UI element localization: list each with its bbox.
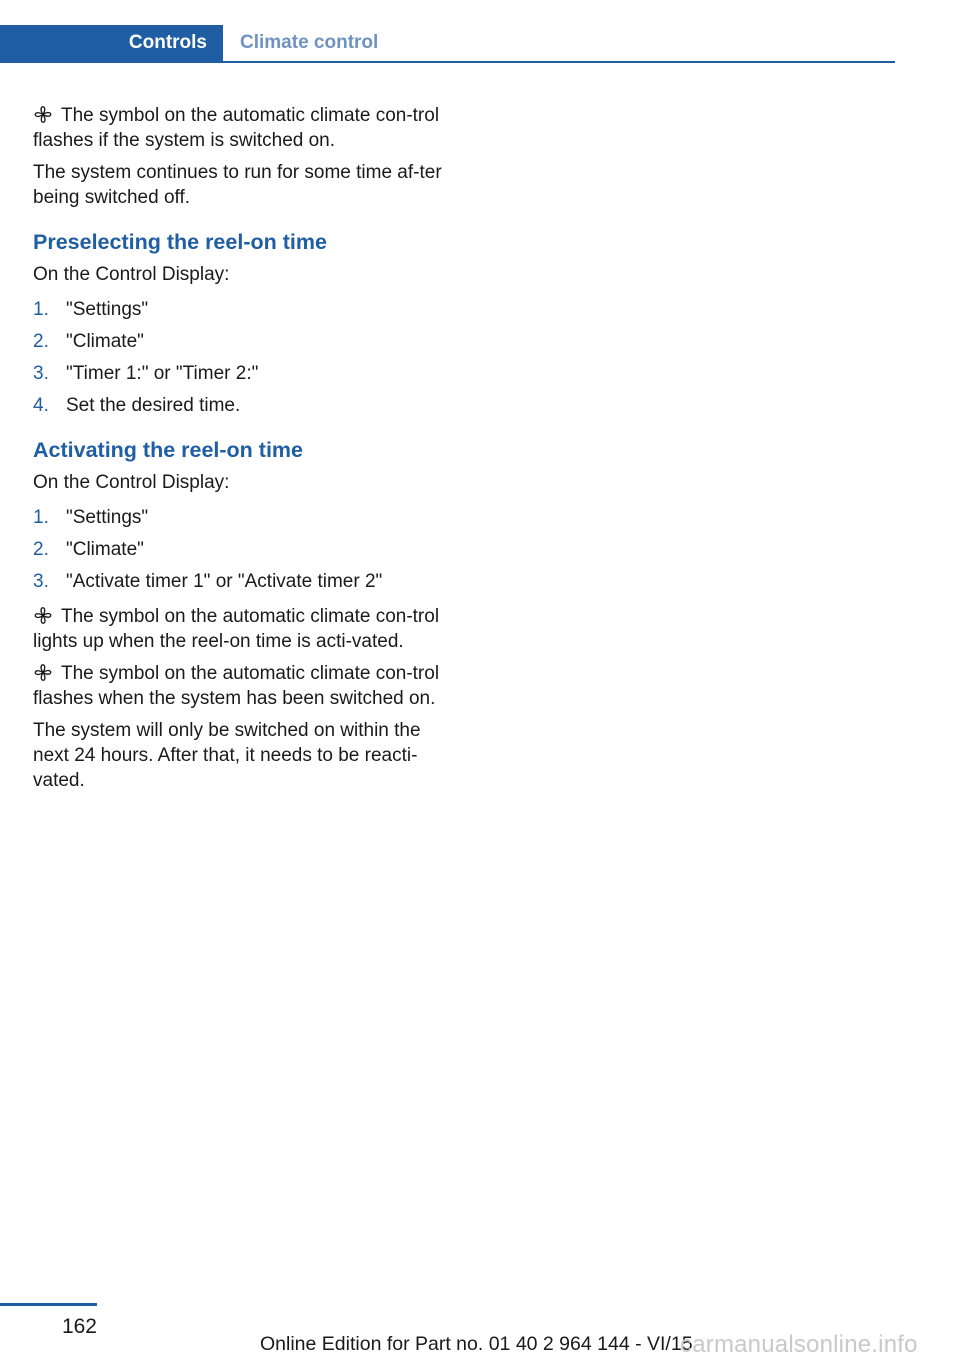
activate-heading: Activating the reel-on time [33,438,303,462]
list-item: 3. "Activate timer 1" or "Activate timer 2" [33,571,383,592]
preselect-heading: Preselecting the reel-on time [33,230,327,254]
activate-note-3: The system will only be switched on within the next 24 hours. After that, it needs to be reacti-vated. [33,720,421,791]
edition-text: Online Edition for Part no. 01 40 2 964 144 - VI/15 [260,1333,693,1355]
intro-paragraph-2: The system continues to run for some time af-ter being switched off. [33,162,442,208]
header-subsection-tab[interactable]: Climate control [240,32,379,53]
list-item: 4. Set the desired time. [33,395,241,416]
activate-lead: On the Control Display: [33,472,230,493]
header-section-tab[interactable]: Controls [0,25,223,61]
list-item: 1. "Settings" [33,507,149,528]
footer-divider [0,1303,97,1306]
page-content [33,103,445,800]
intro-paragraph-1: The symbol on the automatic climate con-trol flashes if the system is switched on. [33,105,440,151]
header-bar [0,25,895,63]
list-item: 2. "Climate" [33,331,144,352]
list-item: 1. "Settings" [33,299,149,320]
watermark: carmanualsonline.info [680,1331,918,1358]
preselect-steps [33,297,445,418]
activate-note-1: The symbol on the automatic climate con-trol lights up when the reel-on time is acti-vated. [33,606,440,652]
fan-icon [33,606,53,625]
preselect-lead: On the Control Display: [33,264,230,285]
list-item: 2. "Climate" [33,539,144,560]
activate-note-2: The symbol on the automatic climate con-trol flashes when the system has been switched on. [33,663,440,709]
fan-icon [33,663,53,682]
list-item: 3. "Timer 1:" or "Timer 2:" [33,363,259,384]
activate-steps [33,505,445,594]
page-number: 162 [61,1315,97,1338]
fan-icon [33,105,53,124]
